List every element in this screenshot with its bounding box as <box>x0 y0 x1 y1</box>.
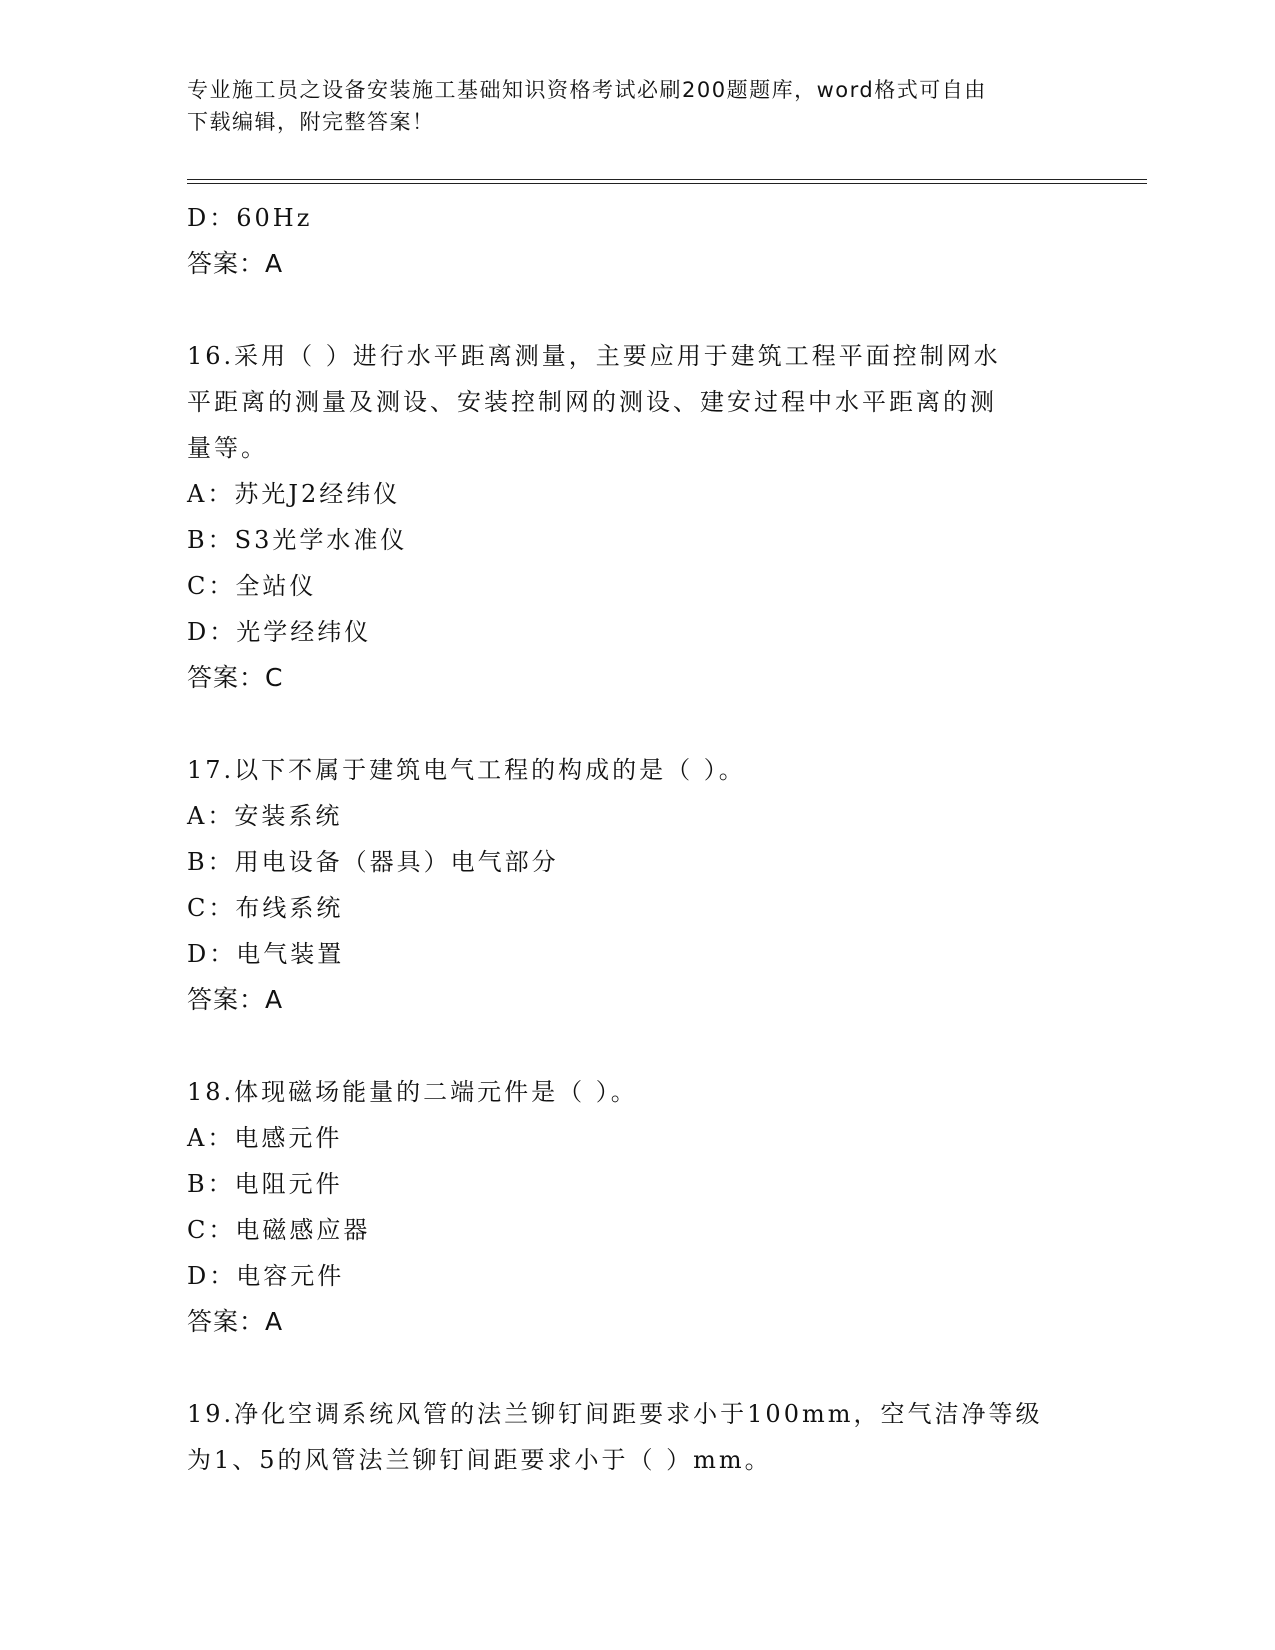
option-d: D：电气装置 <box>187 940 345 968</box>
question-stem-line: 16.采用（ ）进行水平距离测量，主要应用于建筑工程平面控制网水 <box>187 342 1001 370</box>
option-d: D：光学经纬仪 <box>187 618 372 646</box>
question-stem-line: 量等。 <box>187 434 268 462</box>
option-d: D：电容元件 <box>187 1262 345 1290</box>
spacer <box>187 1345 1067 1391</box>
question-stem-line: 19.净化空调系统风管的法兰铆钉间距要求小于100mm，空气洁净等级 <box>187 1400 1043 1428</box>
question-19 <box>187 1391 1067 1483</box>
spacer <box>187 1023 1067 1069</box>
question-17 <box>187 747 1067 1023</box>
header-line-1: 专业施工员之设备安装施工基础知识资格考试必刷200题题库，word格式可自由 <box>187 78 987 102</box>
header-divider-top <box>187 179 1147 180</box>
option-c: C：电磁感应器 <box>187 1216 371 1244</box>
question-list <box>187 195 1067 1483</box>
option-a: A：安装系统 <box>187 802 343 830</box>
header-line-2: 下载编辑，附完整答案！ <box>187 110 435 134</box>
option-b: B：用电设备（器具）电气部分 <box>187 848 559 876</box>
spacer <box>187 287 1067 333</box>
option-c: C：布线系统 <box>187 894 344 922</box>
option-b: B：S3光学水准仪 <box>187 526 408 554</box>
spacer <box>187 701 1067 747</box>
question-stem-line: 18.体现磁场能量的二端元件是（ ）。 <box>187 1078 638 1106</box>
option-a: A：电感元件 <box>187 1124 343 1152</box>
prev-answer: 答案：A <box>187 249 284 278</box>
page-header <box>187 74 1087 138</box>
header-divider-bottom <box>187 183 1147 184</box>
answer: 答案：C <box>187 663 284 692</box>
prev-option-d: D：60Hz <box>187 204 313 232</box>
option-b: B：电阻元件 <box>187 1170 343 1198</box>
question-stem-line: 17.以下不属于建筑电气工程的构成的是（ ）。 <box>187 756 746 784</box>
option-a: A：苏光J2经纬仪 <box>187 480 401 508</box>
question-stem-line: 为1、5的风管法兰铆钉间距要求小于（ ）mm。 <box>187 1446 772 1474</box>
option-c: C：全站仪 <box>187 572 317 600</box>
answer: 答案：A <box>187 1307 284 1336</box>
question-16 <box>187 333 1067 701</box>
question-stem-line: 平距离的测量及测设、安装控制网的测设、建安过程中水平距离的测 <box>187 388 997 416</box>
answer: 答案：A <box>187 985 284 1014</box>
question-18 <box>187 1069 1067 1345</box>
